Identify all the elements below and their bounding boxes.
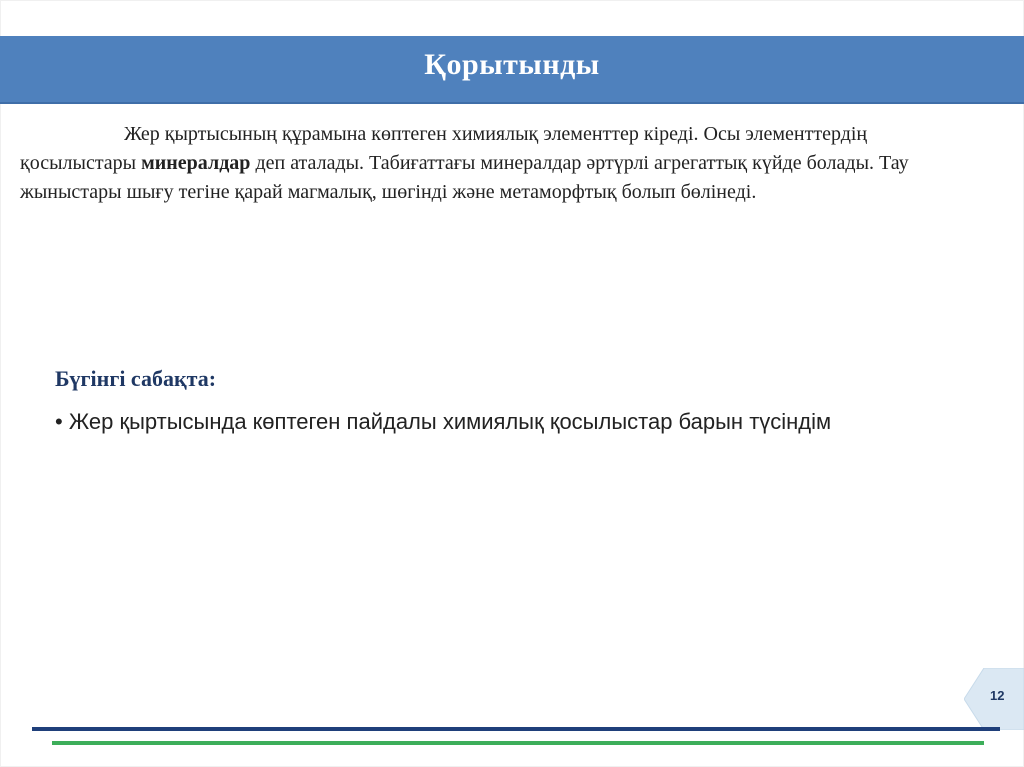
summary-item-text: Жер қыртысында көптеген пайдалы химиялық қосылыстар барын түсіндім xyxy=(62,409,832,434)
bullet-icon: • xyxy=(55,409,63,434)
footer-rule-blue xyxy=(32,727,1000,731)
summary-heading: Бүгінгі сабақта: xyxy=(55,366,217,391)
intro-bold-term: минералдар xyxy=(141,152,251,174)
intro-text-part2: деп аталады. Табиғаттағы минералдар әртүрлі агрегаттық күйде болады. Тау жыныстары шығу тегіне қарай магмалық, шөгінді және метаморфтық болып бөлінеді. xyxy=(20,152,909,203)
summary-list-item xyxy=(55,406,935,438)
page-number: 12 xyxy=(990,688,1005,703)
intro-text-part1: Жер қыртысының құрамына көптеген химиялық элементтер кіреді. Осы элементтердің қосылыстары xyxy=(20,123,868,174)
intro-paragraph xyxy=(20,120,930,207)
slide-title: Қорытынды xyxy=(424,48,600,81)
title-bar xyxy=(0,36,1024,104)
footer-rule-green xyxy=(52,741,984,745)
